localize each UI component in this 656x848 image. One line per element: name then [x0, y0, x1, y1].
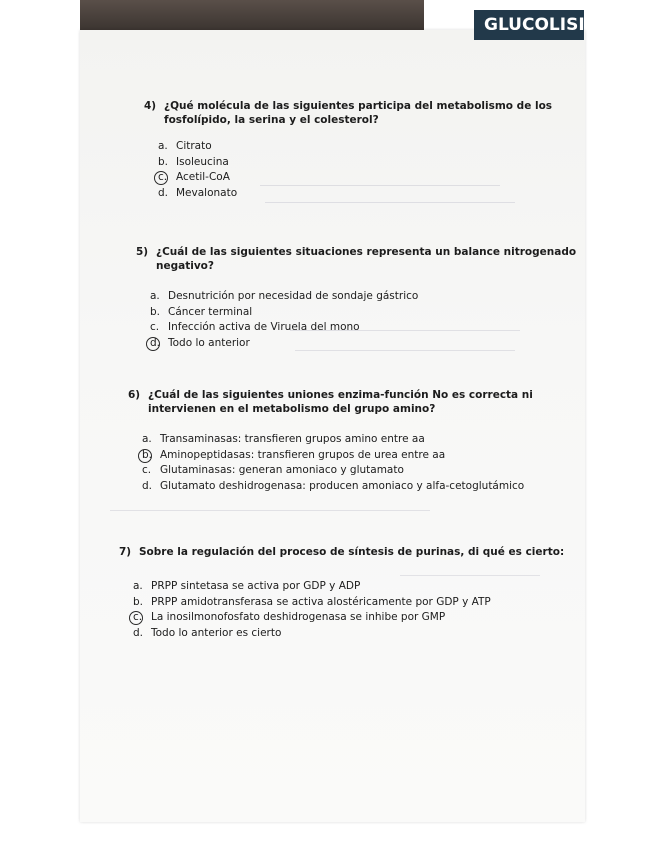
option-letter: d. — [158, 186, 169, 199]
options-list — [136, 289, 576, 351]
option-letter: a. — [158, 140, 168, 152]
question-6 — [128, 388, 533, 494]
question-number: 7) — [119, 546, 132, 558]
option-text: Desnutrición por necesidad de sondaje gástrico — [168, 290, 419, 302]
option-letter: b. — [150, 305, 161, 318]
option-letter: b. — [158, 155, 169, 168]
option-text: La inosilmonofosfato deshidrogenasa se inhibe por GMP — [151, 611, 446, 623]
option-b — [142, 448, 533, 464]
title-banner: GLUCOLISIS — [474, 10, 584, 40]
question-7-prompt — [119, 545, 564, 559]
option-d — [142, 479, 533, 495]
question-4-prompt — [144, 99, 552, 127]
option-letter: d. — [133, 626, 144, 639]
option-c — [142, 463, 533, 479]
option-text: PRPP amidotransferasa se activa alostéricamente por GDP y ATP — [151, 595, 491, 608]
option-text: Acetil-CoA — [176, 171, 230, 183]
question-number: 4) — [144, 100, 157, 112]
options-list — [144, 139, 552, 201]
show-through-line — [265, 202, 515, 203]
question-text: ¿Qué molécula de las siguientes participa del metabolismo de los — [164, 100, 553, 112]
question-text: Sobre la regulación del proceso de síntesis de purinas, di qué es cierto: — [139, 546, 565, 558]
option-c — [150, 320, 576, 336]
option-letter: c. — [142, 464, 152, 476]
background-surface — [80, 0, 424, 32]
question-5-prompt — [136, 245, 576, 273]
option-text: Infección activa de Viruela del mono — [168, 321, 360, 333]
option-text: Transaminasas: transfieren grupos amino entre aa — [160, 433, 425, 445]
option-text: Glutaminasas: generan amoniaco y glutamato — [160, 464, 404, 476]
option-a — [158, 139, 552, 155]
options-list — [119, 579, 564, 641]
option-text: Todo lo anterior — [168, 336, 250, 349]
options-list — [128, 432, 533, 494]
option-text: Todo lo anterior es cierto — [151, 626, 282, 639]
question-number: 6) — [128, 389, 141, 401]
option-text: Aminopeptidasas: transfieren grupos de urea entre aa — [160, 448, 446, 461]
option-text: PRPP sintetasa se activa por GDP y ADP — [151, 580, 361, 592]
option-d — [150, 336, 576, 352]
option-letter: a. — [142, 433, 152, 445]
option-text: Isoleucina — [176, 155, 229, 168]
option-text: Glutamato deshidrogenasa: producen amoniaco y alfa-cetoglutámico — [160, 479, 525, 492]
option-b — [158, 155, 552, 171]
question-6-prompt — [128, 388, 533, 416]
option-a — [142, 432, 533, 448]
option-text: Citrato — [176, 140, 212, 152]
option-c — [133, 610, 564, 626]
question-7 — [119, 545, 564, 641]
option-letter: d. — [142, 479, 153, 492]
option-d — [133, 626, 564, 642]
question-5 — [136, 245, 576, 351]
option-letter: a. — [150, 290, 160, 302]
option-letter: b. — [133, 595, 144, 608]
option-letter: c. — [158, 171, 168, 183]
option-b — [150, 305, 576, 321]
option-text: Cáncer terminal — [168, 305, 253, 318]
option-letter: c. — [133, 611, 143, 623]
option-letter: c. — [150, 321, 160, 333]
option-letter: b. — [142, 448, 153, 461]
question-text: ¿Cuál de las siguientes situaciones representa un balance nitrogenado — [156, 246, 577, 258]
option-c — [158, 170, 552, 186]
option-letter: d. — [150, 336, 161, 349]
question-text: ¿Cuál de las siguientes uniones enzima-función No es correcta ni — [148, 389, 533, 401]
option-letter: a. — [133, 580, 143, 592]
show-through-line — [110, 510, 430, 511]
option-b — [133, 595, 564, 611]
option-d — [158, 186, 552, 202]
question-text-continued: negativo? — [156, 260, 214, 272]
option-text: Mevalonato — [176, 186, 238, 199]
question-4 — [144, 99, 552, 201]
option-a — [150, 289, 576, 305]
option-a — [133, 579, 564, 595]
question-text-continued: intervienen en el metabolismo del grupo amino? — [148, 403, 436, 415]
question-text-continued: fosfolípido, la serina y el colesterol? — [164, 114, 379, 126]
question-number: 5) — [136, 246, 149, 258]
